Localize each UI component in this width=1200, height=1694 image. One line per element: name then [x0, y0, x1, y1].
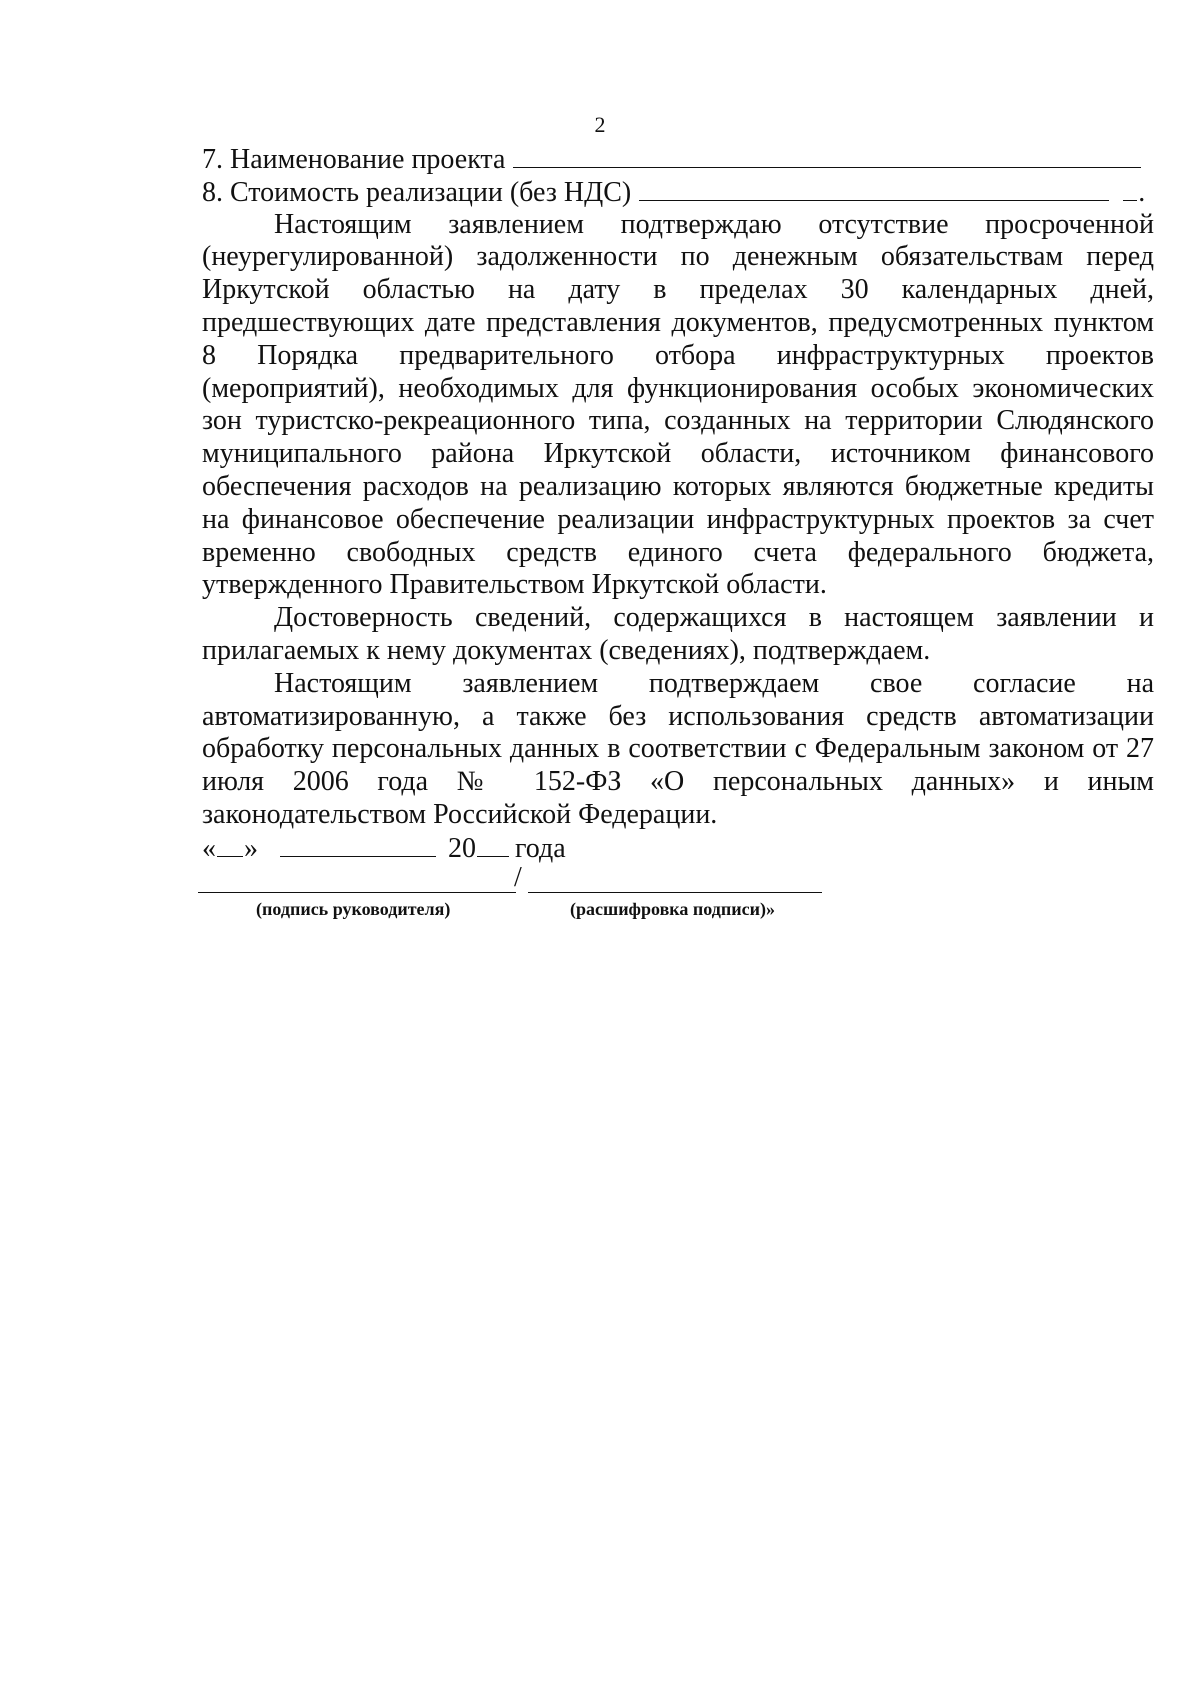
signature-separator: / — [514, 862, 522, 893]
signature-line — [198, 892, 516, 893]
cost-tail-blank — [1123, 176, 1137, 201]
personal-data-consent-paragraph: Настоящим заявлением подтверждаем свое согласие на автоматизированную, а также без использования средств автоматизации обработку персональных данных в соответствии с Федеральным законом от 27 июля 2006 года № 152-ФЗ «О персональных данных» и иным законодательством Российской Федерации. — [202, 667, 1154, 830]
accuracy-confirmation-paragraph: Достоверность сведений, содержащихся в настоящем заявлении и прилагаемых к нему документах (сведениях), подтверждаем. — [202, 602, 1154, 666]
signature-block — [198, 858, 828, 928]
date-close-quote: » — [244, 832, 258, 864]
document-body — [202, 143, 1154, 865]
day-blank — [217, 832, 243, 857]
date-open-quote: « — [202, 832, 216, 864]
cost-field — [202, 176, 1154, 209]
month-blank — [280, 832, 436, 857]
year-blank — [477, 832, 509, 857]
project-name-field — [202, 143, 1154, 176]
cost-end-punctuation: . — [1138, 176, 1146, 208]
signature-decoding-caption: (расшифровка подписи)» — [570, 899, 775, 919]
page-number: 2 — [594, 112, 606, 137]
signature-caption: (подпись руководителя) — [256, 899, 451, 919]
year-prefix: 20 — [448, 832, 476, 864]
year-word: года — [515, 832, 566, 864]
cost-label: 8. Стоимость реализации (без НДС) — [202, 176, 632, 208]
signature-decoding-line — [528, 892, 822, 893]
cost-blank — [639, 176, 1109, 201]
project-name-label: 7. Наименование проекта — [202, 144, 506, 175]
project-name-blank — [513, 143, 1141, 168]
debt-confirmation-paragraph: Настоящим заявлением подтверждаю отсутствие просроченной (неурегулированной) задолженности по денежным обязательствам перед Иркутской областью на дату в пределах 30 календарных дней, предшествующих дате представления документов, предусмотренных пунктом 8 Порядка предварительного отбора инфраструктурных проектов (мероприятий), необходимых для функционирования особых экономических зон туристско-рекреационного типа, созданных на территории Слюдянского муниципального района Иркутской области, источником финансового обеспечения расходов на реализацию которых являются бюджетные кредиты на финансовое обеспечение реализации инфраструктурных проектов за счет временно свободных средств единого счета федерального бюджета, утвержденного Правительством Иркутской области. — [202, 208, 1154, 601]
